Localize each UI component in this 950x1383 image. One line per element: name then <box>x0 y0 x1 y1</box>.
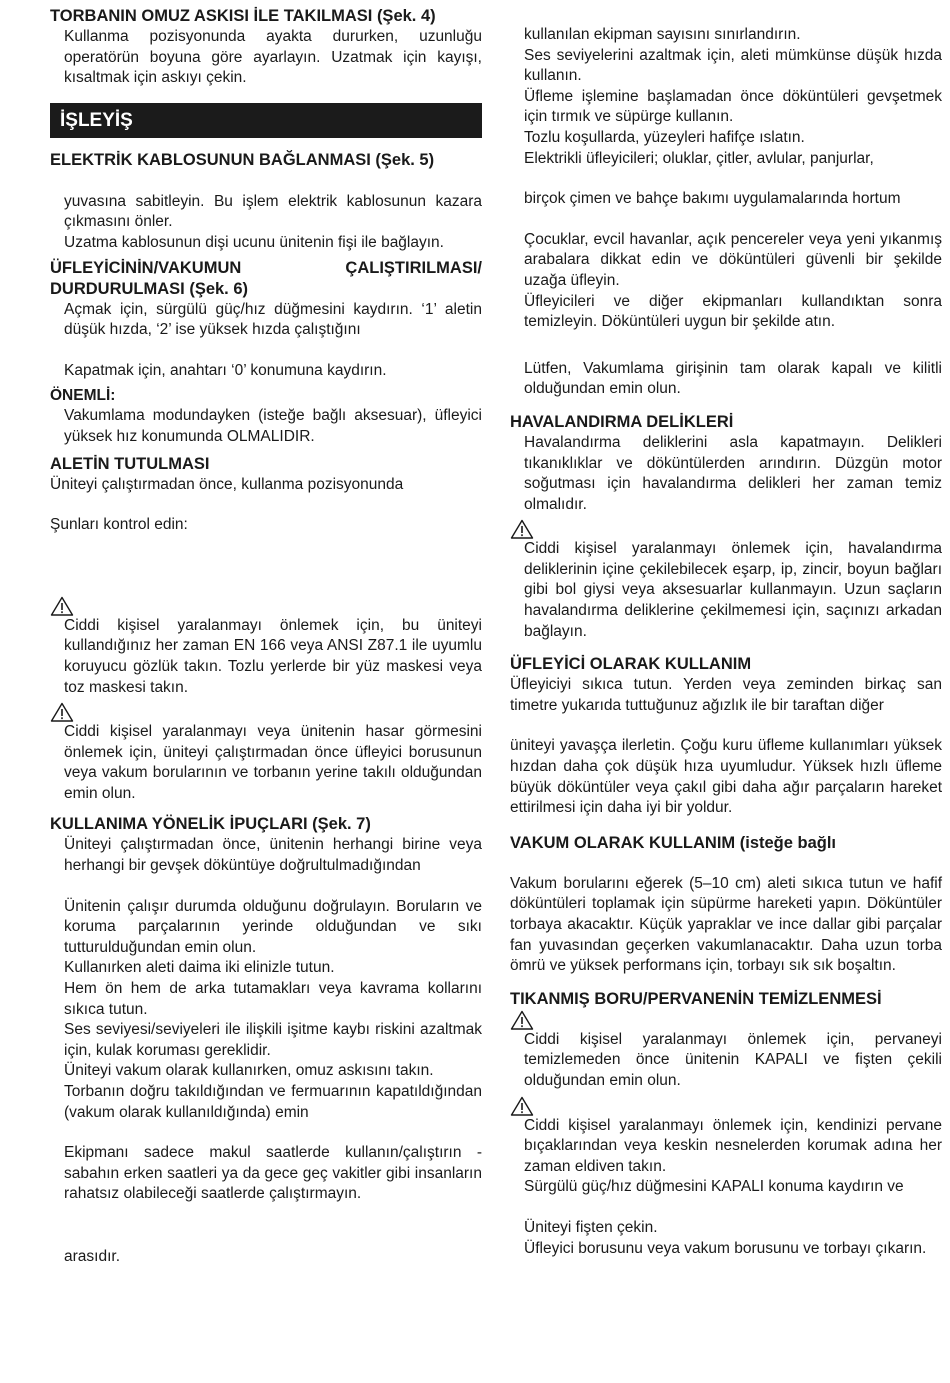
tip-2: Ünitenin çalışır durumda olduğunu doğrulayın. Boruların ve koruma parçalarının yerinde olduğundan ve sıkı tutturulduğundan emin olun. <box>64 897 482 956</box>
tip-r1: kullanılan ekipman sayısını sınırlandırın. <box>524 26 801 43</box>
tip-3: Kullanırken aleti daima iki elinizle tutun. <box>64 959 335 977</box>
right-column <box>510 25 942 1259</box>
tip-r6: birçok çimen ve bahçe bakımı uygulamalarında hortum <box>524 190 901 208</box>
tip-1: Üniteyi çalıştırmadan önce, ünitenin herhangi birine veya herhangi bir gevşek döküntüye doğrultulmadığından <box>64 836 482 875</box>
tip-r4: Tozlu koşullarda, yüzeyleri hafifçe ıslatın. <box>524 128 805 146</box>
warning-triangle-icon <box>50 702 74 722</box>
warning-text-eye: Ciddi kişisel yaralanmayı önlemek için, bu üniteyi kullandığınız her zaman EN 166 veya ANSI Z87.1 ile uyumlu koruyucu gözlük takın. Tozlu yerlerde bir yüz maskesi veya toz maskesi takın. <box>64 616 482 696</box>
paragraph-strap: Kullanma pozisyonunda ayakta dururken, uzunluğu operatörün boyuna göre ayarlayın. Uzatmak için kayışı, kısaltmak için askıyı çekin. <box>64 28 482 87</box>
heading-cord: ELEKTRİK KABLOSUNUN BAĞLANMASI (Şek. 5) <box>50 150 435 169</box>
paragraph-vacuum: Vakum borularını eğerek (5–10 cm) aleti sıkıca tutun ve hafif döküntüleri toplamak için süpürme hareketi yapın. Döküntüler torbaya akacaktır. Küçük yapraklar ve ince dallar gibi parçalar fan yuvasından geçerken vakumlanacaktır. Daha uzun torba ömrü ve yüksek performans için, torbayı sık sık boşaltın. <box>510 874 942 975</box>
tip-r8: Üfleyicileri ve diğer ekipmanları kullandıktan sonra temizleyin. Döküntüleri uygun bir şekilde atın. <box>524 292 942 331</box>
paragraph-clog-1: Sürgülü güç/hız düğmesini KAPALI konuma kaydırın ve <box>524 1178 904 1196</box>
paragraph-clog-3: Üfleyici borusunu veya vakum borusunu ve torbayı çıkarın. <box>524 1239 927 1257</box>
tip-4: Hem ön hem de arka tutamakları veya kavrama kollarını sıkıca tutun. <box>64 980 482 1018</box>
warning-text-damage: Ciddi kişisel yaralanmayı veya ünitenin hasar görmesini önlemek için, üniteyi çalıştırmadan önce üfleyici borusunun veya vakum borularının ve torbanın yerine takılı olduğundan emin olun. <box>64 723 482 802</box>
heading-holding: ALETİN TUTULMASI <box>50 454 210 473</box>
paragraph-blower-2: üniteyi yavaşça ilerletin. Çoğu kuru üfleme kullanımları yüksek hızdan daha çok düşük hıza uyumludur. Yüksek hızlı üfleme büyük döküntüler veya çakıl gibi daha ağır parçaların hareket ettirilmesi için daha iyi bir yoldur. <box>510 737 942 817</box>
tip-r9: Lütfen, Vakumlama girişinin tam olarak kapalı ve kilitli olduğundan emin olun. <box>524 359 942 398</box>
warning-triangle-icon <box>50 596 74 616</box>
tip-8: Ekipmanı sadece makul saatlerde kullanın/çalıştırın - sabahın erken saatleri ya da gece geç vakitler gibi insanların rahatsız olabileceği saatlerde çalıştırmayın. <box>64 1144 482 1203</box>
paragraph-start-1: Açmak için, sürgülü güç/hız düğmesini kaydırın. ‘1’ aletin düşük hızda, ‘2’ ise yüksek hızda çalıştığını <box>64 300 482 339</box>
heading-blower: ÜFLEYİCİ OLARAK KULLANIM <box>510 655 752 674</box>
tip-r2: Ses seviyelerini azaltmak için, aleti mümkünse düşük hızda kullanın. <box>524 46 942 85</box>
paragraph-clog-2: Üniteyi fişten çekin. <box>524 1218 658 1236</box>
paragraph-cord-2: Uzatma kablosunun dişi ucunu ünitenin fişi ile bağlayın. <box>64 233 444 251</box>
left-column <box>50 6 482 1268</box>
paragraph-blower-1: Üfleyiciyi sıkıca tutun. Yerden veya zeminden birkaç san timetre yukarıda tuttuğunuz ağızlık ile bir taraftan diğer <box>510 676 942 714</box>
tip-9: arasıdır. <box>64 1247 120 1265</box>
warning-triangle-icon <box>510 1096 534 1116</box>
warning-triangle-icon <box>510 519 534 539</box>
heading-start-stop: ÜFLEYİCİNİN/VAKUMUN ÇALIŞTIRILMASI/ DURDURULMASI (Şek. 6) <box>50 258 482 298</box>
warning-text-vents: Ciddi kişisel yaralanmayı önlemek için, havalandırma deliklerinin içine çekilebilecek eşarp, ip, zincir, boyun bağları gibi bol giysi veya aksesuarlar kullanmayın. Uzun saçların havalandırma deliklerine çekilmemesi için, saçınızı arkadan bağlayın. <box>524 540 942 640</box>
warning-triangle-icon <box>510 1010 534 1030</box>
paragraph-cord-1: yuvasına sabitleyin. Bu işlem elektrik kablosunun kazara çıkmasını önler. <box>64 192 482 231</box>
warning-text-clog-2: Ciddi kişisel yaralanmayı önlemek için, kendinizi pervane bıçaklarından veya keskin nesnelerden korumak adına her zaman eldiven takın. <box>524 1116 942 1175</box>
heading-important: ÖNEMLİ: <box>50 387 116 405</box>
tip-6: Üniteyi vakum olarak kullanırken, omuz askısını takın. <box>64 1062 434 1080</box>
tip-r7: Çocuklar, evcil havanlar, açık pencereler veya yeni yıkanmış arabalara dikkat edin ve döküntüleri güvenli bir şekilde uzağa üfleyin. <box>524 230 942 289</box>
paragraph-holding: Üniteyi çalıştırmadan önce, kullanma pozisyonunda <box>50 475 404 493</box>
heading-vacuum: VAKUM OLARAK KULLANIM (isteğe bağlı <box>510 833 837 852</box>
section-banner: İŞLEYİŞ <box>50 103 482 138</box>
heading-strap: TORBANIN OMUZ ASKISI İLE TAKILMASI (Şek. 4) <box>50 7 436 25</box>
tip-7: Torbanın doğru takıldığından ve fermuarının kapatıldığından (vakum olarak kullanıldığında) emin <box>64 1083 482 1121</box>
tip-r3: Üfleme işlemine başlamadan önce döküntüleri gevşetmek için tırmık ve süpürge kullanın. <box>524 87 942 126</box>
paragraph-check: Şunları kontrol edin: <box>50 516 188 534</box>
heading-clogged: TIKANMIŞ BORU/PERVANENİN TEMİZLENMESİ <box>510 989 882 1008</box>
paragraph-start-2: Kapatmak için, anahtarı ‘0’ konumuna kaydırın. <box>64 361 387 379</box>
warning-text-clog-1: Ciddi kişisel yaralanmayı önlemek için, pervaneyi temizlemeden önce ünitenin KAPALI ve fişten çekili olduğundan emin olun. <box>524 1030 942 1089</box>
paragraph-vents: Havalandırma deliklerini asla kapatmayın. Delikleri tıkanıklıklar ve döküntülerden arındırın. Düzgün motor soğutması için havalandırma delikleri her zaman temiz olmalıdır. <box>524 433 942 513</box>
heading-vents: HAVALANDIRMA DELİKLERİ <box>510 412 734 431</box>
heading-tips: KULLANIMA YÖNELİK İPUÇLARI (Şek. 7) <box>50 815 371 834</box>
paragraph-important: Vakumlama modundayken (isteğe bağlı aksesuar), üfleyici yüksek hız konumunda OLMALIDIR. <box>64 407 482 445</box>
tip-r5: Elektrikli üfleyicileri; oluklar, çitler, avlular, panjurlar, <box>524 149 874 167</box>
tip-5: Ses seviyesi/seviyeleri ile ilişkili işitme kaybı riskini azaltmak için, kulak koruması gereklidir. <box>64 1021 482 1059</box>
